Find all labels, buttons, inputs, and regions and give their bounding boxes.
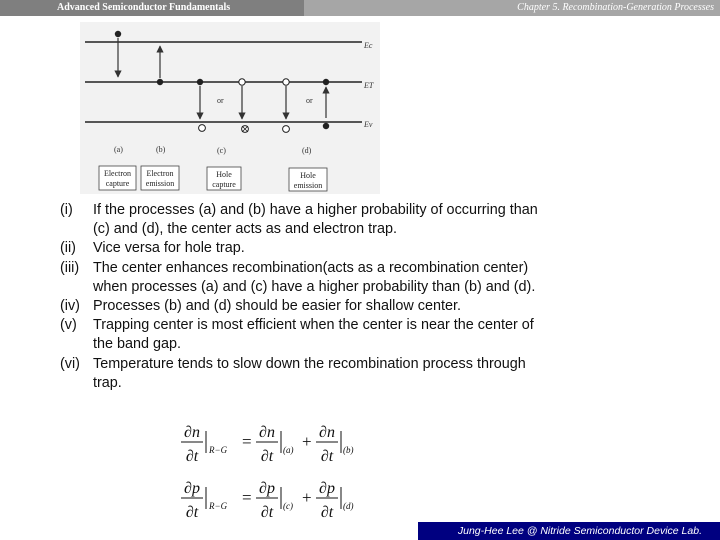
statement-number: (v) — [60, 317, 77, 334]
caption-b-line1: Electron — [146, 169, 174, 178]
eq-n-equals: = — [242, 432, 252, 451]
eq-n-t1-num: ∂n — [259, 424, 275, 441]
eq-n-t2-sub: (b) — [343, 445, 354, 455]
hole-c1-icon — [199, 125, 206, 132]
footer-credit: Jung-Hee Lee @ Nitride Semiconductor Device Lab. — [457, 525, 702, 537]
equation-n — [178, 421, 368, 465]
statement-text: If the processes (a) and (b) have a higher probability of occurring than (c) and (d), the center acts as and electron trap. — [93, 202, 538, 238]
header-right-bar — [304, 0, 720, 16]
course-title: Advanced Semiconductor Fundamentals — [57, 2, 231, 13]
et-label: ET — [364, 81, 374, 90]
trap-process-figure — [80, 22, 380, 194]
statement-item — [60, 201, 540, 239]
electron-a-icon — [115, 31, 121, 37]
statement-text: Temperature tends to slow down the recombination process through trap. — [93, 355, 526, 391]
eq-p-lhs-den: ∂t — [185, 504, 199, 521]
eq-p-t2-den: ∂t — [320, 504, 334, 521]
hole-d1-icon — [283, 79, 289, 85]
statement-number: (iv) — [60, 298, 80, 315]
ec-label: Ec — [364, 41, 373, 50]
or-label-1: or — [217, 96, 224, 105]
eq-n-t2-num: ∂n — [319, 424, 335, 441]
statement-text: Vice versa for hole trap. — [93, 240, 245, 257]
statement-text: Processes (b) and (d) should be easier for shallow center. — [93, 298, 461, 315]
band-diagram — [80, 22, 380, 194]
eq-n-plus: + — [302, 432, 312, 451]
caption-d-line1: Hole — [300, 171, 316, 180]
electron-d2b-icon — [323, 123, 329, 129]
equation-p — [178, 477, 368, 521]
caption-c-line1: Hole — [216, 170, 232, 179]
footer-bar — [418, 522, 720, 540]
eq-p-plus: + — [302, 488, 312, 507]
label-b: (b) — [156, 145, 166, 154]
eq-p-t2-sub: (d) — [343, 501, 354, 511]
caption-d-line2: emission — [293, 181, 323, 190]
ev-label: Ev — [364, 120, 373, 129]
statement-text: Trapping center is most efficient when the center is near the center of the band gap. — [93, 317, 534, 353]
eq-p-t1-num: ∂p — [259, 480, 275, 497]
caption-b-line2: emission — [145, 179, 175, 188]
eq-p-lhs-sub: R−G — [209, 501, 228, 511]
statement-item — [60, 259, 540, 297]
eq-n-t1-den: ∂t — [260, 448, 274, 465]
statement-item — [60, 316, 540, 354]
label-a: (a) — [114, 145, 123, 154]
statement-number: (ii) — [60, 240, 76, 257]
or-label-2: or — [306, 96, 313, 105]
electron-d2-icon — [323, 79, 329, 85]
statement-number: (i) — [60, 202, 73, 218]
eq-n-lhs-den: ∂t — [185, 448, 199, 465]
header-left-bar — [0, 0, 304, 16]
eq-p-t2-num: ∂p — [319, 480, 335, 497]
electron-c1-icon — [197, 79, 203, 85]
eq-n-lhs-num: ∂n — [184, 424, 200, 441]
eq-n-t1-sub: (a) — [283, 445, 294, 455]
label-c: (c) — [217, 146, 226, 155]
hole-c2-icon — [239, 79, 245, 85]
caption-a-line2: capture — [105, 179, 130, 188]
caption-a-line1: Electron — [103, 169, 132, 178]
statement-item — [60, 355, 540, 393]
caption-c-line2: capture — [212, 180, 236, 189]
eq-p-t1-sub: (c) — [283, 501, 293, 511]
hole-d1b-icon — [283, 126, 290, 133]
statement-item — [60, 239, 540, 258]
electron-b-icon — [157, 79, 163, 85]
eq-p-lhs-num: ∂p — [184, 480, 200, 497]
statement-list — [60, 201, 540, 393]
statement-text: The center enhances recombination(acts as a recombination center) when processes (a) and (c) have a higher probability than (b) and (d). — [93, 259, 536, 295]
statement-number: (vi) — [60, 355, 80, 372]
eq-p-equals: = — [242, 488, 252, 507]
eq-n-lhs-sub: R−G — [209, 445, 228, 455]
eq-p-t1-den: ∂t — [260, 504, 274, 521]
eq-n-t2-den: ∂t — [320, 448, 334, 465]
label-d: (d) — [302, 146, 312, 155]
statement-number: (iii) — [60, 259, 80, 276]
chapter-title: Chapter 5. Recombination-Generation Processes — [517, 2, 714, 13]
statement-item — [60, 297, 540, 316]
